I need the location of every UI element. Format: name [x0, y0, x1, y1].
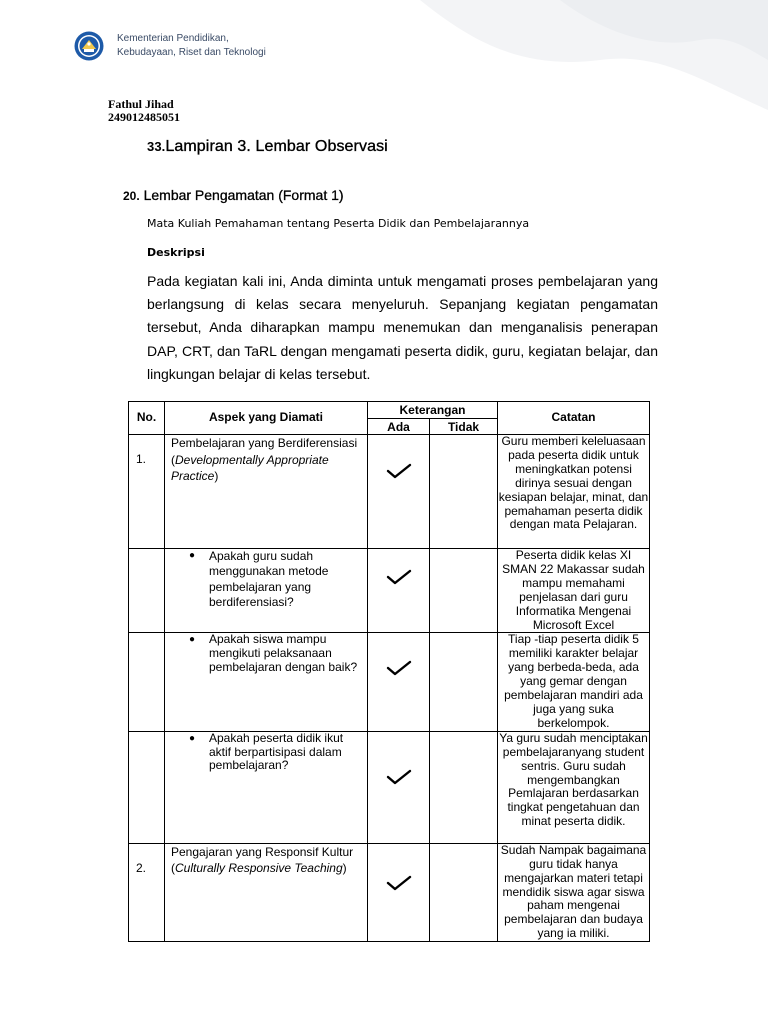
heading-lampiran-text: Lampiran 3. Lembar Observasi — [165, 138, 388, 155]
aspek-cell — [165, 731, 368, 843]
aspek-cell — [165, 633, 368, 731]
bullet-icon: ● — [188, 732, 195, 744]
header-tidak: Tidak — [430, 419, 498, 435]
ada-cell — [368, 549, 430, 633]
table-row — [129, 549, 650, 633]
ada-cell — [368, 435, 430, 549]
tidak-cell — [430, 843, 498, 941]
aspek-close: ) — [214, 469, 219, 483]
check-icon — [386, 660, 412, 676]
deskripsi-heading: Deskripsi — [147, 246, 205, 259]
header-ada: Ada — [368, 419, 430, 435]
tidak-cell — [430, 731, 498, 843]
table-row — [129, 731, 650, 843]
catatan-cell: Peserta didik kelas XI SMAN 22 Makassar sudah mampu memahami penjelasan dari guru Informatika Mengenai Microsoft Excel — [498, 549, 650, 633]
ada-cell — [368, 633, 430, 731]
aspek-text: Apakah guru sudah menggunakan metode pembelajaran yang berdiferensiasi? — [209, 549, 329, 609]
heading-pengamatan-number: 20. — [123, 189, 140, 203]
table-header-row — [129, 402, 650, 419]
author-block — [108, 98, 180, 124]
course-subtitle: Mata Kuliah Pemahaman tentang Peserta Didik dan Pembelajarannya — [147, 217, 530, 230]
heading-pengamatan-text: Lembar Pengamatan (Format 1) — [143, 187, 344, 203]
tidak-cell — [430, 549, 498, 633]
tut-wuri-handayani-logo — [74, 31, 104, 61]
table-row — [129, 843, 650, 941]
aspek-cell — [165, 549, 368, 633]
aspek-close: ) — [342, 861, 347, 876]
header-catatan: Catatan — [498, 402, 650, 435]
row-number: 1. — [129, 435, 165, 549]
catatan-cell: Tiap -tiap peserta didik 5 memiliki karakter belajar yang berbeda-beda, ada yang gemar dengan pembelajaran mandiri ada juga yang suka berkelompok. — [498, 633, 650, 731]
row-number — [129, 549, 165, 633]
aspek-cell — [165, 435, 368, 549]
ada-cell — [368, 731, 430, 843]
tidak-cell — [430, 633, 498, 731]
check-icon — [386, 569, 412, 585]
aspek-cell — [165, 843, 368, 941]
catatan-cell: Sudah Nampak bagaimana guru tidak hanya mengajarkan materi tetapi mendidik siswa agar siswa paham mengenai pembelajaran dan budaya yang ia miliki. — [498, 843, 650, 941]
bullet-icon: ● — [188, 634, 195, 646]
check-icon — [386, 875, 412, 891]
ministry-line-2: Kebudayaan, Riset dan Teknologi — [117, 47, 266, 58]
header-aspek: Aspek yang Diamati — [165, 402, 368, 435]
row-number — [129, 731, 165, 843]
ada-cell — [368, 843, 430, 941]
row-number — [129, 633, 165, 731]
aspek-text: Pengajaran yang Responsif Kultur ( — [171, 844, 354, 876]
tidak-cell — [430, 435, 498, 549]
ministry-line-1: Kementerian Pendidikan, — [117, 33, 229, 44]
heading-lampiran — [147, 138, 388, 156]
heading-lembar-pengamatan — [123, 187, 344, 203]
table-row — [129, 633, 650, 731]
author-name: Fathul Jihad — [108, 97, 174, 111]
row-number: 2. — [129, 843, 165, 941]
author-id: 249012485051 — [108, 110, 180, 124]
ministry-name — [117, 32, 266, 60]
header-keterangan: Keterangan — [368, 402, 498, 419]
aspek-text: Apakah siswa mampu mengikuti pelaksanaan pembelajaran dengan baik? — [209, 632, 358, 675]
bullet-icon: ● — [188, 550, 195, 561]
check-icon — [386, 769, 412, 785]
aspek-italic-text: Culturally Responsive Teaching — [175, 861, 343, 876]
check-icon — [386, 463, 412, 479]
aspek-text: Pembelajaran yang Berdiferensiasi ( — [171, 436, 358, 467]
aspek-italic-text: Developmentally Appropriate Practice — [171, 452, 329, 483]
observation-table — [128, 401, 650, 942]
header-no: No. — [129, 402, 165, 435]
deskripsi-paragraph: Pada kegiatan kali ini, Anda diminta untuk mengamati proses pembelajaran yang berlangsung di kelas secara menyeluruh. Sepanjang kegiatan pengamatan tersebut, Anda diharapkan mampu menemukan dan menganalisis penerapan DAP, CRT, dan TaRL dengan mengamati peserta didik, guru, kegiatan belajar, dan lingkungan belajar di kelas tersebut. — [147, 273, 658, 382]
catatan-cell: Ya guru sudah menciptakan pembelajaranyang student sentris. Guru sudah mengembangkan Pemlajaran berdasarkan tingkat pengetahuan dan minat peserta didik. — [498, 731, 650, 843]
aspek-text: Apakah peserta didik ikut aktif berpartisipasi dalam pembelajaran? — [209, 730, 344, 773]
heading-lampiran-number: 33. — [147, 139, 166, 154]
catatan-cell: Guru memberi keleluasaan pada peserta didik untuk meningkatkan potensi dirinya sesuai dengan kesiapan belajar, minat, dan pemahaman peserta didik dengan mata Pelajaran. — [498, 435, 650, 549]
table-row — [129, 435, 650, 549]
